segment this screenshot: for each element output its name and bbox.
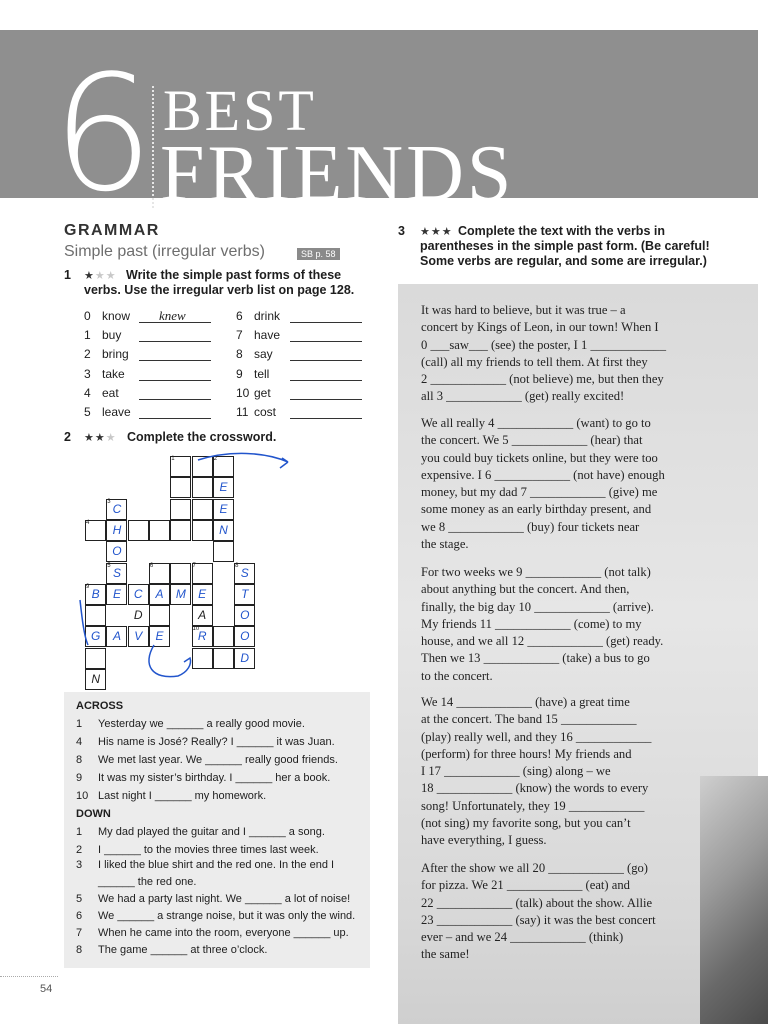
text-line: We 14 ____________ (have) a great time: [421, 695, 630, 709]
answer-blank[interactable]: [139, 405, 211, 419]
crossword-clue-number: 7: [192, 562, 196, 569]
text-line: to the concert.: [421, 668, 493, 683]
clue-number: 9: [76, 772, 83, 784]
crossword-letter: O: [112, 544, 122, 559]
verb-base-form: say: [254, 347, 273, 362]
text-line: (call) all my friends to tell them. At first they: [421, 354, 648, 369]
crossword-letter: S: [240, 565, 249, 580]
text-line: ever – and we 24 ____________ (think): [421, 930, 624, 945]
text-line: (play) really well, and they 16 ____________: [421, 729, 652, 744]
text-line: some money as an early birthday present, and: [421, 502, 652, 517]
text-paragraph-3: [421, 564, 699, 685]
crossword-clue-number: 5: [107, 562, 111, 569]
section-title: GRAMMAR: [64, 222, 160, 239]
verb-base-form: eat: [102, 385, 119, 400]
crossword-clue-number: 10: [192, 626, 200, 633]
verb-number: 9: [236, 366, 243, 381]
text-line: have everything, I guess.: [421, 833, 547, 848]
ex3-stars: ★★★: [420, 226, 453, 238]
student-book-ref-badge: SB p. 58: [297, 248, 340, 260]
crossword-clues-box: [64, 692, 370, 968]
verb-row: [236, 328, 376, 344]
clue-text: Yesterday we ______ a really good movie.: [98, 718, 305, 730]
text-paragraph-1: [421, 302, 699, 406]
down-clue: [76, 824, 366, 840]
section-subtitle: Simple past (irregular verbs): [64, 243, 265, 260]
unit-title-line2: FRIENDS: [160, 130, 515, 218]
text-line: you could buy tickets online, but they were too: [421, 450, 658, 465]
handwriting-annotations: [60, 440, 320, 690]
verb-base-form: cost: [254, 405, 277, 419]
clue-text: When he came into the room, everyone ______ up.: [98, 927, 349, 939]
crossword-letter: O: [240, 608, 250, 623]
text-line: for pizza. We 21 ____________ (eat) and: [421, 878, 630, 893]
text-line: all 3 ____________ (get) really excited!: [421, 389, 625, 404]
crossword-letter: S: [112, 565, 121, 580]
text-line: For two weeks we 9 ____________ (not talk): [421, 565, 651, 579]
down-clue: [76, 874, 366, 890]
verb-number: 5: [84, 405, 91, 419]
verb-base-form: take: [102, 366, 125, 381]
across-clue: [76, 788, 366, 804]
crossword-clue-number: 1: [171, 456, 175, 462]
crossword-clue-number: 8: [235, 562, 239, 569]
across-clue: [76, 770, 366, 786]
down-heading: DOWN: [76, 808, 111, 820]
crossword-letter: G: [90, 629, 101, 644]
text-line: the same!: [421, 947, 470, 962]
verb-base-form: bring: [102, 347, 129, 362]
crossword-letter: O: [240, 629, 250, 644]
banner-divider: [152, 86, 154, 208]
verb-number: 1: [84, 328, 91, 343]
verb-base-form: leave: [102, 405, 131, 419]
text-line: 18 ____________ (know) the words to every: [421, 781, 649, 796]
verb-number: 4: [84, 385, 91, 400]
answer-blank[interactable]: [139, 386, 211, 400]
text-line: the stage.: [421, 537, 469, 552]
ex1-number: 1: [64, 268, 71, 282]
answer-blank[interactable]: [290, 405, 362, 419]
clue-number: 4: [76, 736, 83, 748]
clue-text: We ______ a strange noise, but it was only the wind.: [98, 910, 356, 922]
clue-number: 10: [76, 790, 89, 802]
answer-blank[interactable]: [290, 367, 362, 381]
answer-blank[interactable]: [290, 347, 362, 361]
verb-number: 0: [84, 309, 91, 323]
crossword-letter: A: [155, 586, 164, 601]
crossword-letter: N: [219, 522, 228, 537]
clue-number: 8: [76, 754, 83, 766]
clue-text: My dad played the guitar and I ______ a song.: [98, 826, 325, 838]
verb-number: 6: [236, 309, 243, 323]
verb-number: 2: [84, 347, 91, 362]
crossword-clue-number: 9: [86, 583, 90, 590]
crossword-letter: R: [197, 629, 207, 644]
clue-number: 1: [76, 718, 83, 730]
clue-number: 7: [76, 927, 83, 939]
crossword-letter: E: [198, 586, 207, 601]
clue-text: His name is José? Really? I ______ it was Juan.: [98, 736, 335, 748]
crossword-letter: V: [134, 629, 143, 644]
text-line: 0 ___saw___ (see) the poster, I 1 ____________: [421, 337, 667, 352]
down-clue: [76, 942, 366, 958]
text-line: we 8 ____________ (buy) four tickets near: [421, 519, 640, 534]
clue-number: 3: [76, 859, 83, 871]
crossword-letter: E: [219, 480, 228, 495]
answer-blank[interactable]: [139, 347, 211, 361]
text-line: (perform) for three hours! My friends and: [421, 746, 632, 761]
crossword-letter: C: [112, 501, 122, 516]
across-clue: [76, 734, 366, 750]
crossword-letter: D: [240, 650, 250, 665]
across-clue: [76, 716, 366, 732]
text-line: about anything but the concert. And then,: [421, 582, 630, 597]
verb-row: [84, 405, 224, 421]
ex1-stars: ★★★: [84, 270, 117, 282]
clue-text: ______ the red one.: [98, 876, 197, 888]
crossword-letter: H: [112, 522, 122, 537]
crossword-letter: C: [133, 586, 143, 601]
clue-number: 8: [76, 944, 83, 956]
answer-blank[interactable]: [139, 328, 211, 342]
text-line: I 17 ____________ (sing) along – we: [421, 764, 611, 779]
answer-blank[interactable]: [290, 328, 362, 342]
crossword-letter: E: [112, 586, 121, 601]
verb-base-form: know: [102, 309, 131, 323]
text-line: 23 ____________ (say) it was the best concert: [421, 912, 656, 927]
text-line: (not sing) my favorite song, but you can’t: [421, 816, 631, 831]
verb-number: 10: [236, 385, 250, 400]
crossword-letter: D: [133, 608, 143, 623]
ex1-instruction: Write the simple past forms of these verbs. Use the irregular verb list on page 128.: [84, 268, 355, 297]
clue-text: It was my sister’s birthday. I ______ her a book.: [98, 772, 331, 784]
clue-text: We met last year. We ______ really good friends.: [98, 754, 338, 766]
crossword-clue-number: 3: [107, 498, 111, 505]
concert-photo-corner: [700, 776, 768, 1024]
answer-blank[interactable]: [290, 309, 362, 323]
text-line: We all really 4 ____________ (want) to go to: [421, 416, 651, 430]
text-line: the concert. We 5 ____________ (hear) that: [421, 433, 643, 448]
text-line: After the show we all 20 ____________ (go): [421, 861, 648, 875]
ex2-stars: ★★★: [84, 432, 117, 444]
crossword-clue-number: 2: [213, 456, 218, 462]
text-line: 22 ____________ (talk) about the show. Allie: [421, 895, 653, 910]
text-line: It was hard to believe, but it was true – a: [421, 303, 626, 317]
text-line: concert by Kings of Leon, in our town! When I: [421, 320, 659, 335]
across-heading: ACROSS: [76, 700, 124, 712]
crossword-letter: B: [91, 586, 100, 601]
clue-text: The game ______ at three o’clock.: [98, 944, 268, 956]
crossword-letter: E: [155, 629, 164, 644]
text-line: My friends 11 ____________ (come) to my: [421, 616, 642, 631]
unit-banner: [0, 30, 758, 227]
clue-number: 6: [76, 910, 83, 922]
verb-number: 3: [84, 366, 91, 381]
verb-number: 8: [236, 347, 243, 362]
text-line: at the concert. The band 15 ____________: [421, 712, 637, 727]
ex2-instruction: Complete the crossword.: [127, 430, 277, 444]
text-line: 2 ____________ (not believe) me, but then they: [421, 372, 664, 387]
text-line: expensive. I 6 ____________ (not have) enough: [421, 467, 665, 482]
clue-number: 5: [76, 893, 83, 905]
text-line: money, but my dad 7 ____________ (give) me: [421, 485, 658, 500]
clue-text: I ______ to the movies three times last week.: [98, 844, 319, 856]
verb-row: [84, 386, 224, 402]
clue-text: Last night I ______ my homework.: [98, 790, 267, 802]
verb-row: [84, 309, 224, 325]
verb-row: [236, 347, 376, 363]
crossword-letter: A: [112, 629, 121, 644]
crossword-letter: T: [241, 586, 249, 601]
down-clue: [76, 908, 366, 924]
clue-number: 1: [76, 826, 83, 838]
crossword-letter: M: [175, 586, 186, 601]
crossword-clue-number: 6: [149, 562, 154, 569]
crossword-letter: A: [198, 608, 207, 623]
clue-text: We had a party last night. We ______ a lot of noise!: [98, 893, 351, 905]
text-line: finally, the big day 10 ____________ (arrive).: [421, 599, 654, 614]
text-paragraph-5: [421, 860, 699, 964]
unit-number: 6: [52, 40, 150, 227]
page-number: 54: [40, 983, 53, 995]
text-line: Then we 13 ____________ (take) a bus to go: [421, 651, 650, 666]
verb-row: [84, 328, 224, 344]
verb-number: 7: [236, 328, 243, 343]
ex2-number: 2: [64, 430, 71, 444]
ex3-number: 3: [398, 224, 405, 238]
ex3-instruction: Complete the text with the verbs in parentheses in the simple past form. (Be careful! Some verbs are regular, and some are irregular.): [420, 224, 710, 268]
handwritten-answer: knew: [159, 308, 186, 323]
text-line: house, and we all 12 ____________ (get) ready.: [421, 634, 664, 649]
unit-title-line1: BEST: [163, 78, 317, 143]
clue-number: 2: [76, 844, 83, 856]
verb-row: [236, 309, 376, 325]
text-paragraph-2: [421, 415, 699, 553]
answer-blank[interactable]: [290, 386, 362, 400]
verb-base-form: have: [254, 328, 281, 343]
crossword-letter: N: [91, 672, 100, 686]
answer-blank[interactable]: [139, 367, 211, 381]
verb-row: [236, 367, 376, 383]
down-clue: [76, 857, 366, 873]
footer-dotted-line: [0, 976, 58, 977]
down-clue: [76, 891, 366, 907]
verb-row: [236, 405, 376, 421]
verb-base-form: buy: [102, 328, 122, 343]
clue-text: I liked the blue shirt and the red one. In the end I: [98, 859, 335, 871]
text-paragraph-4: [421, 694, 699, 850]
verb-row: [84, 367, 224, 383]
text-line: song! Unfortunately, they 19 ____________: [421, 798, 645, 813]
across-clue: [76, 752, 366, 768]
verb-base-form: drink: [254, 309, 281, 323]
crossword-clue-number: 4: [86, 519, 90, 526]
verb-base-form: tell: [254, 366, 270, 381]
down-clue: [76, 925, 366, 941]
verb-row: [84, 347, 224, 363]
verb-base-form: get: [254, 385, 271, 400]
verb-number: 11: [236, 405, 249, 419]
verb-row: [236, 386, 376, 402]
down-clue: [76, 842, 366, 858]
crossword-letter: E: [219, 501, 228, 516]
